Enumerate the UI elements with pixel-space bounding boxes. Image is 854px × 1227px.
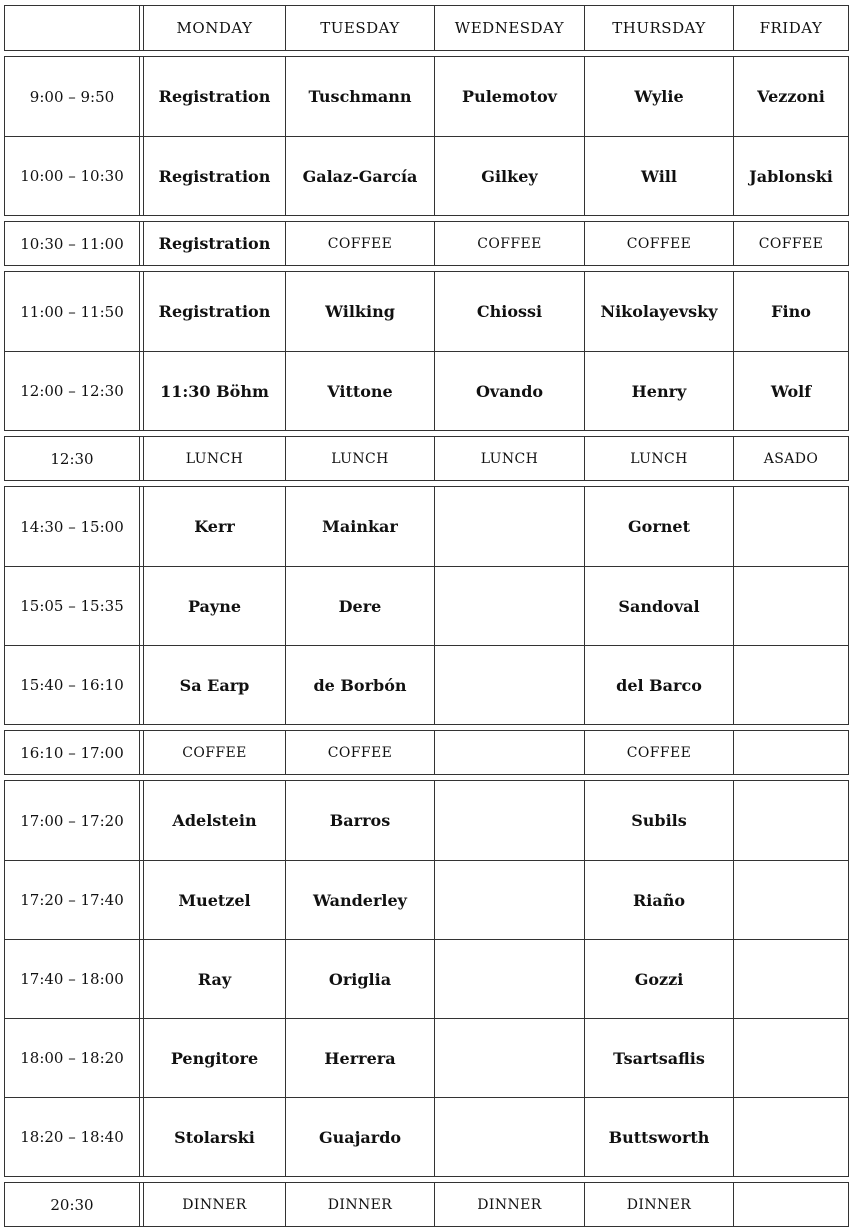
speaker-cell-monday: Pengitore <box>143 1019 285 1097</box>
talk-row <box>5 939 848 1018</box>
empty-cell-wednesday <box>434 487 584 566</box>
break-cell-monday: LUNCH <box>143 437 285 480</box>
break-cell-friday: COFFEE <box>733 222 848 265</box>
day-header-monday: MONDAY <box>143 6 285 50</box>
empty-cell-wednesday <box>434 940 584 1018</box>
speaker-cell-monday: Payne <box>143 567 285 645</box>
speaker-cell-monday: Registration <box>143 272 285 351</box>
time-slot: 11:00 – 11:50 <box>20 302 124 321</box>
speaker-cell-tuesday: Mainkar <box>285 487 434 566</box>
time-slot: 12:00 – 12:30 <box>20 382 124 400</box>
speaker-cell-friday: Fino <box>733 272 848 351</box>
speaker-cell-monday: Registration <box>143 137 285 215</box>
break-cell-thursday: COFFEE <box>584 731 733 774</box>
speaker-cell-monday: Registration <box>143 222 285 265</box>
speaker-cell-tuesday: Herrera <box>285 1019 434 1097</box>
speaker-cell-tuesday: de Borbón <box>285 646 434 724</box>
empty-cell-friday <box>733 861 848 939</box>
day-header-thursday: THURSDAY <box>584 6 733 50</box>
speaker-cell-monday: Adelstein <box>143 781 285 860</box>
speaker-cell-tuesday: Dere <box>285 567 434 645</box>
speaker-cell-thursday: del Barco <box>584 646 733 724</box>
speaker-cell-thursday: Sandoval <box>584 567 733 645</box>
time-slot: 18:20 – 18:40 <box>20 1128 124 1146</box>
talk-row <box>5 1097 848 1176</box>
break-row <box>5 222 848 265</box>
empty-cell-wednesday <box>434 861 584 939</box>
break-block <box>4 221 849 266</box>
time-slot: 17:20 – 17:40 <box>20 891 124 909</box>
empty-cell-wednesday <box>434 646 584 724</box>
day-header-wednesday: WEDNESDAY <box>434 6 584 50</box>
break-row <box>5 1183 848 1226</box>
speaker-cell-thursday: Gozzi <box>584 940 733 1018</box>
speaker-cell-friday: Vezzoni <box>733 57 848 136</box>
time-slot: 15:05 – 15:35 <box>20 597 124 615</box>
corner-cell <box>5 6 139 50</box>
header-block <box>4 5 849 51</box>
break-cell-tuesday: COFFEE <box>285 731 434 774</box>
time-slot: 15:40 – 16:10 <box>20 676 124 694</box>
talk-block <box>4 56 849 216</box>
empty-cell-friday <box>733 1183 848 1226</box>
talk-block <box>4 780 849 1177</box>
time-slot: 17:00 – 17:20 <box>20 811 124 830</box>
time-slot: 20:30 <box>50 1195 94 1214</box>
time-slot: 16:10 – 17:00 <box>20 743 124 762</box>
speaker-cell-monday: Ray <box>143 940 285 1018</box>
empty-cell-wednesday <box>434 567 584 645</box>
speaker-cell-monday: Sa Earp <box>143 646 285 724</box>
speaker-cell-thursday: Nikolayevsky <box>584 272 733 351</box>
time-slot: 14:30 – 15:00 <box>20 517 124 536</box>
speaker-cell-tuesday: Galaz-García <box>285 137 434 215</box>
empty-cell-friday <box>733 567 848 645</box>
break-cell-wednesday: LUNCH <box>434 437 584 480</box>
speaker-cell-thursday: Riaño <box>584 861 733 939</box>
speaker-cell-wednesday: Chiossi <box>434 272 584 351</box>
break-cell-tuesday: LUNCH <box>285 437 434 480</box>
break-row <box>5 731 848 774</box>
break-cell-tuesday: DINNER <box>285 1183 434 1226</box>
speaker-cell-thursday: Tsartsaflis <box>584 1019 733 1097</box>
empty-cell-wednesday <box>434 1098 584 1176</box>
talk-row <box>5 136 848 215</box>
talk-row <box>5 351 848 430</box>
schedule-table <box>4 5 849 1227</box>
speaker-cell-tuesday: Tuschmann <box>285 57 434 136</box>
day-header-tuesday: TUESDAY <box>285 6 434 50</box>
talk-row <box>5 1018 848 1097</box>
talk-row <box>5 781 848 860</box>
speaker-cell-thursday: Gornet <box>584 487 733 566</box>
time-slot: 12:30 <box>50 449 94 468</box>
time-slot: 9:00 – 9:50 <box>29 87 115 106</box>
speaker-cell-thursday: Buttsworth <box>584 1098 733 1176</box>
break-block <box>4 730 849 775</box>
empty-cell-friday <box>733 731 848 774</box>
time-slot: 10:30 – 11:00 <box>20 234 124 253</box>
break-cell-monday: COFFEE <box>143 731 285 774</box>
speaker-cell-thursday: Will <box>584 137 733 215</box>
speaker-cell-tuesday: Origlia <box>285 940 434 1018</box>
break-cell-thursday: DINNER <box>584 1183 733 1226</box>
speaker-cell-tuesday: Wilking <box>285 272 434 351</box>
empty-cell-wednesday <box>434 781 584 860</box>
speaker-cell-monday: Registration <box>143 57 285 136</box>
speaker-cell-wednesday: Ovando <box>434 352 584 430</box>
talk-row <box>5 645 848 724</box>
talk-block <box>4 271 849 431</box>
talk-row <box>5 272 848 351</box>
speaker-cell-tuesday: Vittone <box>285 352 434 430</box>
break-cell-friday: ASADO <box>733 437 848 480</box>
speaker-cell-monday: Muetzel <box>143 861 285 939</box>
break-row <box>5 437 848 480</box>
empty-cell-friday <box>733 1019 848 1097</box>
speaker-cell-friday: Wolf <box>733 352 848 430</box>
empty-cell-friday <box>733 781 848 860</box>
speaker-cell-monday: 11:30 Böhm <box>143 352 285 430</box>
break-block <box>4 436 849 481</box>
break-cell-monday: DINNER <box>143 1183 285 1226</box>
talk-block <box>4 486 849 725</box>
day-header-friday: FRIDAY <box>733 6 848 50</box>
time-slot: 17:40 – 18:00 <box>20 970 124 988</box>
speaker-cell-thursday: Subils <box>584 781 733 860</box>
speaker-cell-friday: Jablonski <box>733 137 848 215</box>
speaker-cell-tuesday: Barros <box>285 781 434 860</box>
empty-cell-wednesday <box>434 731 584 774</box>
empty-cell-friday <box>733 940 848 1018</box>
empty-cell-friday <box>733 646 848 724</box>
speaker-cell-monday: Kerr <box>143 487 285 566</box>
break-cell-wednesday: COFFEE <box>434 222 584 265</box>
talk-row <box>5 487 848 566</box>
empty-cell-friday <box>733 1098 848 1176</box>
speaker-cell-monday: Stolarski <box>143 1098 285 1176</box>
empty-cell-wednesday <box>434 1019 584 1097</box>
speaker-cell-thursday: Henry <box>584 352 733 430</box>
time-slot: 10:00 – 10:30 <box>20 167 124 185</box>
speaker-cell-thursday: Wylie <box>584 57 733 136</box>
speaker-cell-wednesday: Gilkey <box>434 137 584 215</box>
speaker-cell-tuesday: Wanderley <box>285 861 434 939</box>
header-row <box>5 6 848 50</box>
time-slot: 18:00 – 18:20 <box>20 1049 124 1067</box>
break-cell-thursday: LUNCH <box>584 437 733 480</box>
break-cell-wednesday: DINNER <box>434 1183 584 1226</box>
speaker-cell-wednesday: Pulemotov <box>434 57 584 136</box>
break-block <box>4 1182 849 1227</box>
empty-cell-friday <box>733 487 848 566</box>
speaker-cell-tuesday: Guajardo <box>285 1098 434 1176</box>
talk-row <box>5 860 848 939</box>
break-cell-tuesday: COFFEE <box>285 222 434 265</box>
talk-row <box>5 566 848 645</box>
talk-row <box>5 57 848 136</box>
break-cell-thursday: COFFEE <box>584 222 733 265</box>
